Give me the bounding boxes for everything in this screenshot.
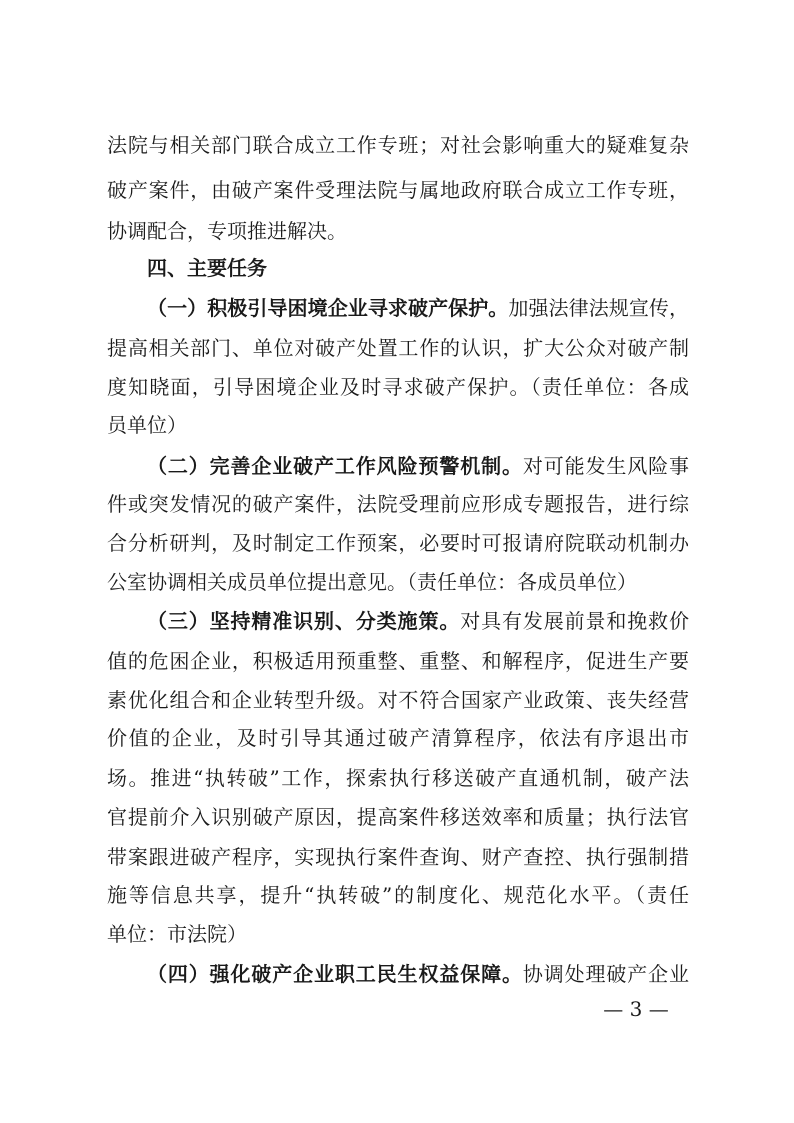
paragraph-first-line [147, 293, 689, 323]
body-text-line: 素优化组合和企业转型升级。对不符合国家产业政策、丧失经营 [107, 688, 689, 712]
body-text-line: 件或突发情况的破产案件，法院受理前应形成专题报告，进行综 [107, 492, 689, 516]
body-text-line: 公室协调相关成员单位提出意见。（责任单位：各成员单位） [107, 570, 637, 594]
body-text-line: 带案跟进破产程序，实现执行案件查询、财产查控、执行强制措 [107, 845, 689, 869]
body-text-line: 员单位） [107, 413, 187, 437]
item-heading: （二）完善企业破产工作风险预警机制。 [147, 454, 523, 478]
body-text-inline: 对具有发展前景和挽救价 [460, 609, 690, 633]
body-text-line: 合分析研判，及时制定工作预案，必要时可报请府院联动机制办 [107, 531, 689, 555]
body-text-inline: 协调处理破产企业 [522, 962, 690, 986]
body-text-line: 价值的企业，及时引导其通过破产清算程序，依法有序退出市 [107, 726, 689, 750]
body-text-line: 场。推进“执转破”工作，探索执行移送破产直通机制，破产法 [107, 766, 689, 790]
body-text-line: 破产案件，由破产案件受理法院与属地政府联合成立工作专班， [107, 178, 689, 202]
body-text-line: 官提前介入识别破产原因，提高案件移送效率和质量；执行法官 [107, 805, 689, 829]
body-text-line: 度知晓面，引导困境企业及时寻求破产保护。（责任单位：各成 [107, 375, 689, 399]
body-text-inline: 加强法律法规宣传， [508, 296, 690, 320]
paragraph-first-line [147, 451, 689, 481]
section-heading: 四、主要任务 [147, 256, 267, 280]
body-text-line: 提高相关部门、单位对破产处置工作的认识，扩大公众对破产制 [107, 336, 689, 360]
page-number: — 3 — [603, 997, 669, 1021]
body-text-line: 单位：市法院） [107, 922, 247, 946]
paragraph-first-line [147, 959, 689, 989]
body-text-line: 协调配合，专项推进解决。 [107, 219, 347, 243]
body-text-inline: 对可能发生风险事 [522, 454, 690, 478]
item-heading: （三）坚持精准识别、分类施策。 [147, 609, 461, 633]
body-text-line: 施等信息共享，提升“执转破”的制度化、规范化水平。（责任 [107, 883, 689, 907]
paragraph-first-line [147, 606, 689, 636]
body-text-line: 法院与相关部门联合成立工作专班；对社会影响重大的疑难复杂 [107, 133, 689, 157]
item-heading: （一）积极引导困境企业寻求破产保护。 [147, 296, 509, 320]
item-heading: （四）强化破产企业职工民生权益保障。 [147, 962, 523, 986]
body-text-line: 值的危困企业，积极适用预重整、重整、和解程序，促进生产要 [107, 649, 689, 673]
